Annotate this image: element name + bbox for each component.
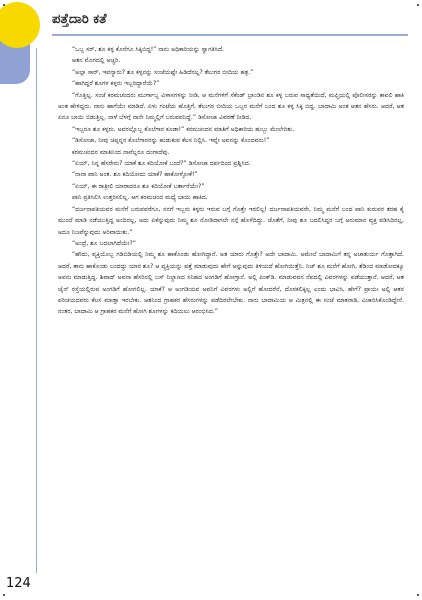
paragraph: “ಗೊತ್ತಿಲ್ಲ. ಸಂಜೆ ಕರಮಚಂದರು ಮುರ್ಗಾಬ್ಬ ವಿಳಾಸಗಳನ್ನು ನೀಡಿ, ಆ ಮನೆಗಳಿಗೆ ಸೆಕೆಂಡ್ ಬ್ರಾಂಡಿನ ಶೂ ಕಳ್ಳ ಬರುವ ಸಾಧ್ಯತೆಯಿದೆ, ಮಫ್ತಿಯಲ್ಲಿ ಪೊಲೀಸರನ್ನು ಕಾವಲಿ ಹಾಕಿ ಅಂತ ಹೇಳಿದ್ದರು. ನಾನು ಹಾಗೆಯೇ ಮಾಡಿದೆ. ಏಳು ಗಂಟೆಯ ಹೊತ್ತಿಗೆ, ತೆಲುಗರ ಬೀದಿಯ ಒಬ್ಬರ ಮನೆಗೆ ಬಂದ ಶೂ ಕಳ್ಳ ಸಿಕ್ಕಿ ಬಿದ್ದ. ಬಾದಾಮಿ ಅಂತ ಆತನ ಹೆಸರು. ಆದರೆ, ಆತ ಏನೂ ಬಾಯಿ ಬಿಡುತ್ತಿಲ್ಲ. ನಾಳೆ ಬೆಳಗ್ಗೆ ನಾನೇ ನಿಮ್ಮಲ್ಲಿಗೆ ಬರುವವನಿದ್ದೆ.” ಡಿಸೋಜಾ ವಿವರಣೆ ನೀಡಿದ.: [58, 91, 404, 122]
page-number: 124: [6, 576, 31, 591]
paragraph: “ಹಾಗಿದ್ದರೆ ಶೂಗಳ ಕಳ್ಳರು ಇಬ್ಬರಿದ್ದಾರೆಯೆ?”: [72, 80, 160, 88]
paragraph: “ಒಬ್ಬ ಸರ್, ಶೂ ಕಳ್ಳ ಕೊನೆಗೂ ಸಿಕ್ಕಿಬಿದ್ದ!” ನಾನು ಅಧಿಕಾರಿಯನ್ನು ಸ್ವಾಗತಿಸಿದೆ.: [72, 46, 225, 53]
story-body: [58, 44, 404, 318]
crop-mark: [417, 594, 419, 596]
paragraph: “ಹೌದು, ವ್ಯಕ್ತಿಯೊಬ್ಬ ಗಡಿಬಿಡಿಯಲ್ಲಿ ನಿಮ್ಮ ಶೂ ಹಾಕೊಂಡು ಹೋಗಿದ್ದಾನೆ. ಅತ ಯಾರು ಗೊತ್ತೇ? ಅದೇ ಬಾದಾಮಿ. ಅಮೇಲೆ ಬಾದಾಮಿಗೆ ತನ್ನ ಅಚಾತುರ್ಯ ಗೊತ್ತಾಗಿದೆ. ಆದರೆ, ತಾನು ಹಾಕೊಂಡು ಬಂದದ್ದು ಯಾರ ಶೂ? ಆ ವ್ಯಕ್ತಿಯನ್ನು ಪತ್ತೆ ಮಾಡುವುದು ಹೇಗೆ ಅನ್ನುವುದು ತಿಳಿಯದೆ ಹೋಗಿಯಿತ್ತೆನಿ. ನಿಜ್ ಶೂ ಮನೆಗೆ ಹೋಗಿ, ಶೆಡಿಂದ ಮಾಡೋದಕ್ಕೂ ಅವನು ಮಾಡುತ್ತಿದ್ದ. ಶಿವಾದ್‌ ಅವನಾ ಹೆಸರಿನಲ್ಲಿ ಬಸ್ ನಿಲ್ದಾಣದ ಸನಿಹದ ಅಂಗಡಿಗೆ ಹೋಗ್ತಾನೆ. ಅಲ್ಲಿ ಪಿಂಕ್‌ಡಿ. ಮಾಡುವವನ ನೆಪದಲ್ಲಿ ವಿವರಗಳನ್ನು ಪಡೆಯುತ್ತಾನೆ. ಆದರೆ, ಆತ ಜೈನ್ ರಸ್ತೆಯಲ್ಲಿರುವ ಅಂಗಡಿಗೆ ಹೋಗಲಿಲ್ಲ. ಯಾಕೆ? ಆ ಅಂಗಡಿಯವ ಅವನಿಗೆ ವಿವರಗಳು ಅಲ್ಲಿಗೆ ಹೋದರೆನೆ, ದೊರಕಲಿಕ್ಕಿಲ್ಲ ಎಂದು ಭಾವಿಸಿ, ಹೇಗೆ? ಪ್ರಾಯಃ ಅಲ್ಲಿ ಆತನ ಪರಿಚಯದವರು ಕೆಲಸ ಮಾಡ್ತಾ ಇರಬೇಕು. ಆತನಿಂದ ಗ್ರಾಹಕರ ಹೆಸರುಗಳನ್ನು ಪಡೆದಿರಲೇಬೇಕು. ನಾನು ಬಾದಾಮಿಯ ಆ ಮಿತ್ರನಲ್ಲಿ ಈ ಸಂಜೆ ಮಾತನಾಡಿ, ವಿಚಾರಿಸಿಕೊಂಡಿದ್ದೇನೆ. ನಂತರ, ಬಾದಾಮಿ ಆ ಗ್ರಾಹಕರ ಮನೆಗೆ ಹೋಗಿ ಶೂಗಳನ್ನು ಕದಿಯಲು ಆರಂಭಿಸಿದ.”: [58, 251, 404, 316]
page-header: [0, 10, 422, 36]
crop-mark: [417, 4, 419, 6]
crop-mark: [3, 4, 5, 6]
margin-rule: [36, 48, 37, 573]
header-rule: [52, 34, 408, 36]
paragraph: “ಅಂದ್ರೆ, ಶೂ ಬದಲಾಗಿದೆಯೇ?”: [72, 239, 136, 247]
paragraph: ಕರಮಚಂದನ ಮಾತಿನಿಂದ ನಾವೆಲ್ಲರೂ ದಂಗಾದೆವು.: [72, 148, 170, 156]
paragraph: “ಡಿಸೋಜಾ, ನೀವು ಚಿಪ್ಪನ್ನನ ಕೊಲೆಗಾರನನ್ನು ಹುಡುಕುವ ಕೆಲಸ ನಿಲ್ಲಿಸಿ. ಇವ್ನೇ ಅವನನ್ನು ಕೊಂದವನು!”: [72, 137, 270, 145]
paragraph: “ಏಯ್, ಈ ರಾತ್ರೀಲಿ ಯಾರಾದರೂ ಶೂ ಕದಿಯೋಕೆ ಬರ್ತಾರೆಯೇ?”: [72, 182, 205, 190]
section-title: ಪತ್ತೆದಾರಿ ಕತೆ: [52, 12, 107, 27]
paragraph: “ದರ್ಜನಾಪತಿಯವರ ಮನೆಗೆ ಬರುವವರೆಗೂ, ನನಗೆ ಇಬ್ಬರು ಕಳ್ಳರು ಇರುವ ಬಗ್ಗೆ ಗೊತ್ತೇ ಇರಲಿಲ್ಲ! ದರ್ಜನಾಪತಿಯವರೇ, ನಿಮ್ಮ ಮನೆಗೆ ಬಂದ ಪಾನಿ ಕುರುವರ ತರಹ ಕೈ ಮುಂದೆ ಮಾಡಿ ನಡೆಯುತ್ತಿದ್ದ ಅಂದಿರಲ್ಲ, ಅದು ಏಕೆನ್ನುವುದು ನಿಮ್ಮ ಶೂ ನೋಡಿದಾಗಲೇ ನನ್ಗೆ ಹೊಳೆದಿದ್ದು. ಜೊತೆಗೆ, ನೀವು ಶೂ ಬದಲಿಸಿದ್ದರ ಬಗ್ಗೆ ಅನುಮಾನ ವ್ಯಕ್ತ ಪಡಿಸಿದಿರಲ್ಲ, ಅದೂ ನಿಜವೆನ್ನುವುದು ಅರಿವಾಯಿತು.”: [58, 205, 404, 236]
paragraph: “ಇಬ್ಬರೂ ಶೂ ಕಳ್ಳರು. ಅವರಲ್ಲೊಬ್ಬ ಕೊಲೆಗಾರ ಕೂಡಾ!” ಕರಮಚಂದನ ಮಾತಿಗೆ ಅಧಿಕಾರಿಯ ಹುಬ್ಬು ಮೇಲೇರಿತು.: [72, 125, 295, 133]
paragraph: ಆತನ ಮೊಗದಲ್ಲಿ ಅಚ್ಚರಿ.: [72, 57, 121, 65]
paragraph: “ಏಯ್, ನಿನ್ನ ಹೆಸರೇನು? ಯಾಕೆ ಶೂ ಕದಿಯೋಕೆ ಬಂದೆ?” ಡಿಸೋಜಾ ದರ್ಪದಿಂದ ಪ್ರಶ್ನಿಸಿದ.: [72, 160, 251, 168]
paragraph: “ಅಲ್ಲಾ ಸಾರ್, ಇವನ್ಯಾರು? ಶೂ ಕಳ್ಳನನ್ನು ಸಂಜೆಯಷ್ಟೇ ಹಿಡಿದೆನಲ್ಲ? ತೆಲುಗರ ಬೀದಿಯ ಹತ್ರ.”: [72, 68, 254, 76]
crop-mark: [3, 594, 5, 596]
paragraph: ಪಾನಿ ಪ್ರತಿಸಿಲಿಸಿ ಉತ್ತರಿಸಲಿಲ್ಲ. ಆಗ ಕರಮಚಂದ ಮಧ್ಯೆ ಬಾಯಿ ಹಾಕಿದ.: [72, 194, 208, 202]
paragraph: “ನಾನಾ ಪಾನಿ ಅಂತ. ಶೂ ಕದಿಯೋದು ಯಾಕೆ? ಹಾಕೋಳ್ಳೋಕೆ!”: [72, 171, 198, 179]
